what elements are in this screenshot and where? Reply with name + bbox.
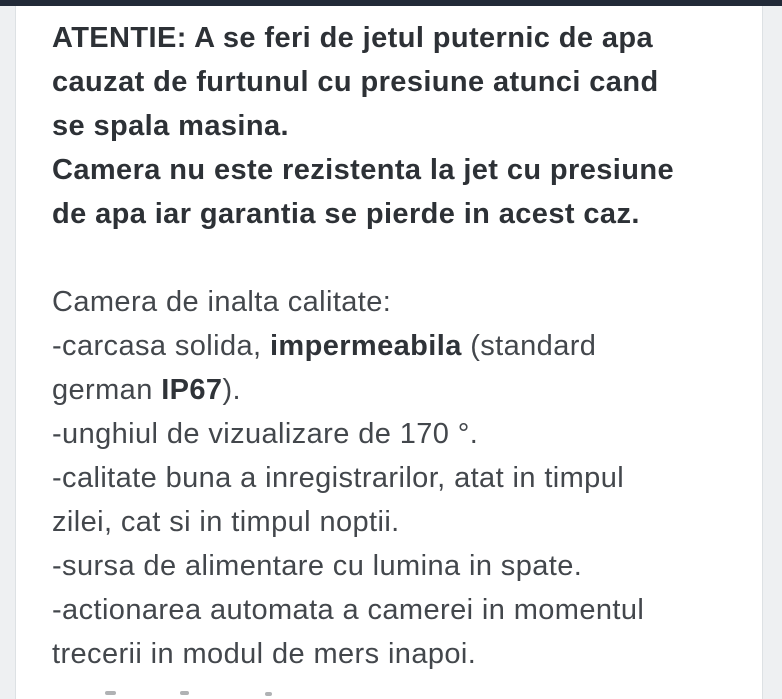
clipped-line-fragment [180,691,189,695]
feature-line [52,500,762,544]
feature-text: -calitate buna a inregistrarilor, atat in timpul [52,462,625,494]
feature-text: -sursa de alimentare cu lumina in spate. [52,550,583,582]
feature-text: -actionarea automata a camerei in momentul [52,594,645,626]
feature-line [52,324,762,368]
feature-line [52,280,762,324]
feature-text: -unghiul de vizualizare de 170 °. [52,418,479,450]
warning-line: ATENTIE: A se feri de jetul puternic de apa [52,22,654,54]
product-features [52,280,762,676]
feature-line [52,456,762,500]
feature-line [52,544,762,588]
right-gutter [762,6,782,699]
clipped-line-fragment [105,691,116,695]
warning-line: cauzat de furtunul cu presiune atunci cand [52,66,659,98]
warning-line: de apa iar garantia se pierde in acest caz. [52,198,640,230]
warning-paragraph [52,16,762,236]
left-gutter [0,6,16,699]
warning-line: Camera nu este rezistenta la jet cu presiune [52,154,674,186]
feature-text: -carcasa solida, [52,330,270,362]
feature-text: Camera de inalta calitate: [52,286,392,318]
clipped-line-fragment [265,692,272,696]
feature-text: trecerii in modul de mers inapoi. [52,638,477,670]
warning-line: se spala masina. [52,110,289,142]
feature-text-bold: IP67 [161,374,223,406]
feature-line [52,632,762,676]
feature-line [52,412,762,456]
feature-text: (standard [461,330,597,362]
feature-text: zilei, cat si in timpul noptii. [52,506,400,538]
description-panel [16,6,762,699]
feature-line [52,368,762,412]
feature-line [52,588,762,632]
paragraph-gap [52,236,762,280]
feature-text: ). [222,374,241,406]
feature-text-bold: impermeabila [269,330,462,362]
feature-text: german [52,374,162,406]
